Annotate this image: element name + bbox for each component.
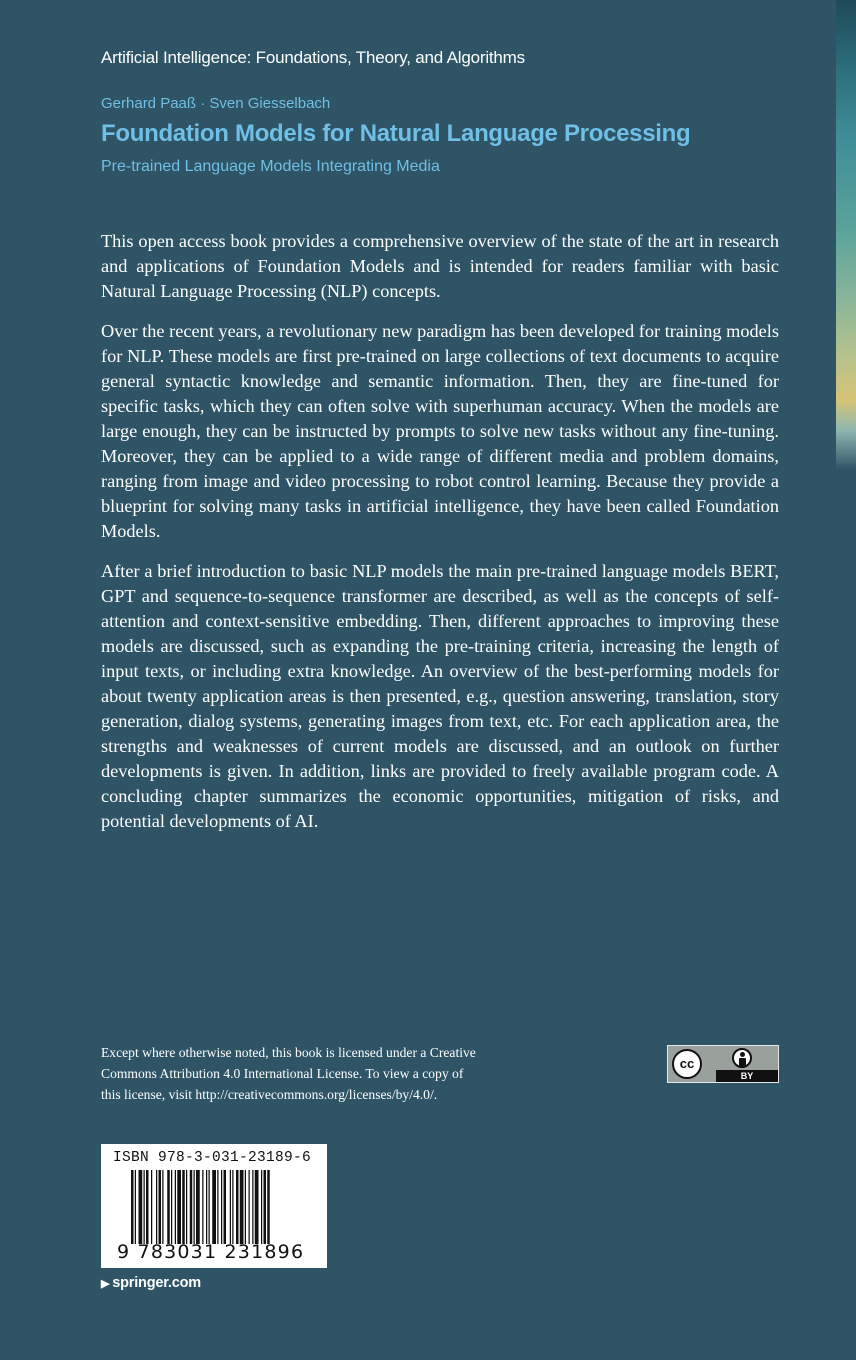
book-title: Foundation Models for Natural Language Processing xyxy=(101,120,691,147)
book-subtitle: Pre-trained Language Models Integrating Media xyxy=(101,158,440,175)
by-label: BY xyxy=(740,1071,754,1081)
barcode-bars xyxy=(131,1170,311,1244)
attribution-person-icon xyxy=(732,1048,752,1068)
series-title: Artificial Intelligence: Foundations, Theory, and Algorithms xyxy=(101,48,525,67)
license-line: this license, visit http://creativecommons.org/licenses/by/4.0/. xyxy=(101,1087,438,1102)
blurb-paragraph-2: Over the recent years, a revolutionary new paradigm has been developed for training models for NLP. These models are first pre-trained on large collections of text documents to acquire general syntactic knowledge and semantic information. Then, they are fine-tuned for specific tasks, which they can often solve with superhuman accuracy. When the models are large enough, they can be instructed by prompts to solve new tasks without any fine-tuning. Moreover, they can be applied to a wide range of different media and problem domains, ranging from image and video processing to robot control learning. Because they provide a blueprint for solving many tasks in artificial intelligence, they have been called Foundation Models. xyxy=(101,321,779,541)
barcode-digits: 9 783031 231896 xyxy=(117,1241,305,1263)
blurb xyxy=(101,229,779,849)
isbn-barcode xyxy=(101,1144,327,1268)
blurb-paragraph-1: This open access book provides a comprehensive overview of the state of the art in research and applications of Foundation Models and is intended for readers familiar with basic Natural Language Processing (NLP) concepts. xyxy=(101,231,779,301)
arrow-right-icon: ▶ xyxy=(101,1278,110,1290)
authors: Gerhard Paaß · Sven Giesselbach xyxy=(101,95,331,112)
cc-by-badge xyxy=(667,1045,779,1083)
spine-color-strip xyxy=(836,0,856,1360)
license-line: Commons Attribution 4.0 International License. To view a copy of xyxy=(101,1066,464,1081)
isbn-label: ISBN 978-3-031-23189-6 xyxy=(113,1150,312,1166)
blurb-paragraph-3: After a brief introduction to basic NLP models the main pre-trained language models BERT, GPT and sequence-to-sequence transformer are described, as well as the concepts of self-attention and context-sensitive embedding. Then, different approaches to improving these models are discussed, such as expanding the pre-training criteria, increasing the length of input texts, or including extra knowledge. An overview of the best-performing models for about twenty application areas is then presented, e.g., question answering, translation, story generation, dialog systems, generating images from text, etc. For each application area, the strengths and weaknesses of current models are discussed, and an outlook on further developments is given. In addition, links are provided to freely available program code. A concluding chapter summarizes the economic opportunities, mitigation of risks, and potential developments of AI. xyxy=(101,561,779,831)
publisher-link-text: springer.com xyxy=(112,1275,201,1291)
license-line: Except where otherwise noted, this book is licensed under a Creative xyxy=(101,1045,476,1060)
creative-commons-icon: cc xyxy=(672,1049,702,1079)
publisher-link[interactable] xyxy=(101,1275,201,1291)
license-notice xyxy=(101,1042,541,1105)
